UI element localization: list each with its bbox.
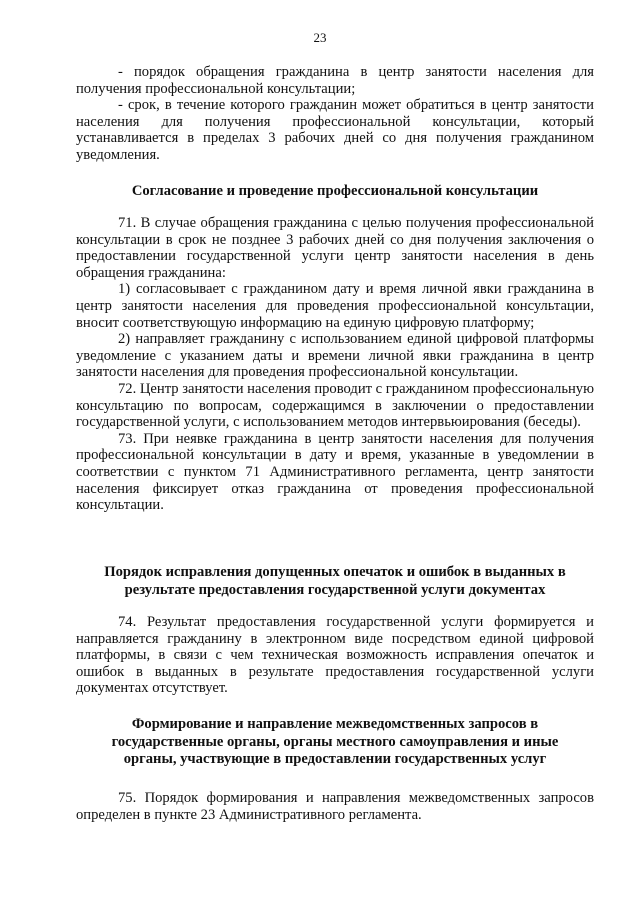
page-number: 23 <box>313 30 327 45</box>
clause-paragraph: 73. При неявке гражданина в центр занятости населения для получения профессиональной консультации в дату и время, указанные в уведомлении в соответствии с пунктом 71 Административного регламента, центр занятости населения фиксирует отказ гражданина от проведения профессиональной консультации. <box>76 430 594 514</box>
heading-line: Формирование и направление межведомственных запросов в <box>131 716 539 732</box>
intro-paragraph: - порядок обращения гражданина в центр занятости населения для получения профессиональной консультации; <box>76 64 594 97</box>
heading-line: Согласование и проведение профессиональной консультации <box>131 183 539 199</box>
heading-line: государственные органы, органы местного самоуправления и иные <box>111 733 559 750</box>
clause-paragraph: 2) направляет гражданину с использованием единой цифровой платформы уведомление с указанием даты и времени личной явки гражданина в центр занятости населения для проведения профессиональной консультации. <box>76 331 594 381</box>
section-body-consultation <box>76 215 594 514</box>
clause-paragraph: 1) согласовывает с гражданином дату и время личной явки гражданина в центр занятости населения для проведения профессиональной консультации, вносит соответствующую информацию на единую цифровую платформу; <box>76 281 594 331</box>
section-heading-interagency-requests <box>76 716 594 769</box>
clause-paragraph: 72. Центр занятости населения проводит с гражданином профессиональную консультацию по вопросам, содержащимся в заключении о предоставлении государственной услуги, с использованием методов интервьюирования (беседы). <box>76 380 594 431</box>
section-heading-consultation <box>76 183 594 201</box>
section-body-corrections <box>76 614 594 697</box>
heading-line: Порядок исправления допущенных опечаток и ошибок в выданных в <box>104 564 566 580</box>
clause-paragraph: 75. Порядок формирования и направления межведомственных запросов определен в пункте 23 Административного регламента. <box>76 790 594 823</box>
section-body-interagency-requests <box>76 790 594 823</box>
intro-paragraph: - срок, в течение которого гражданин может обратиться в центр занятости населения для получения профессиональной консультации, который устанавливается в пределах 3 рабочих дней со дня получения гражданином уведомления. <box>76 97 594 163</box>
intro-block <box>76 64 594 164</box>
section-heading-corrections <box>76 564 594 599</box>
clause-paragraph: 74. Результат предоставления государственной услуги формируется и направляется гражданину в электронном виде посредством единой цифровой платформы, в связи с чем техническая возможность исправления опечаток и ошибок в выданных в результате предоставления государственной услуги документах отсутствует. <box>76 614 594 697</box>
heading-line: органы, участвующие в предоставлении государственных услуг <box>123 751 547 767</box>
heading-line: результате предоставления государственной услуги документах <box>124 581 546 598</box>
clause-paragraph: 71. В случае обращения гражданина с целью получения профессиональной консультации в срок не позднее 3 рабочих дней со дня получения заключения о предоставлении государственной услуги центр занятости населения в день обращения гражданина: <box>76 215 594 281</box>
